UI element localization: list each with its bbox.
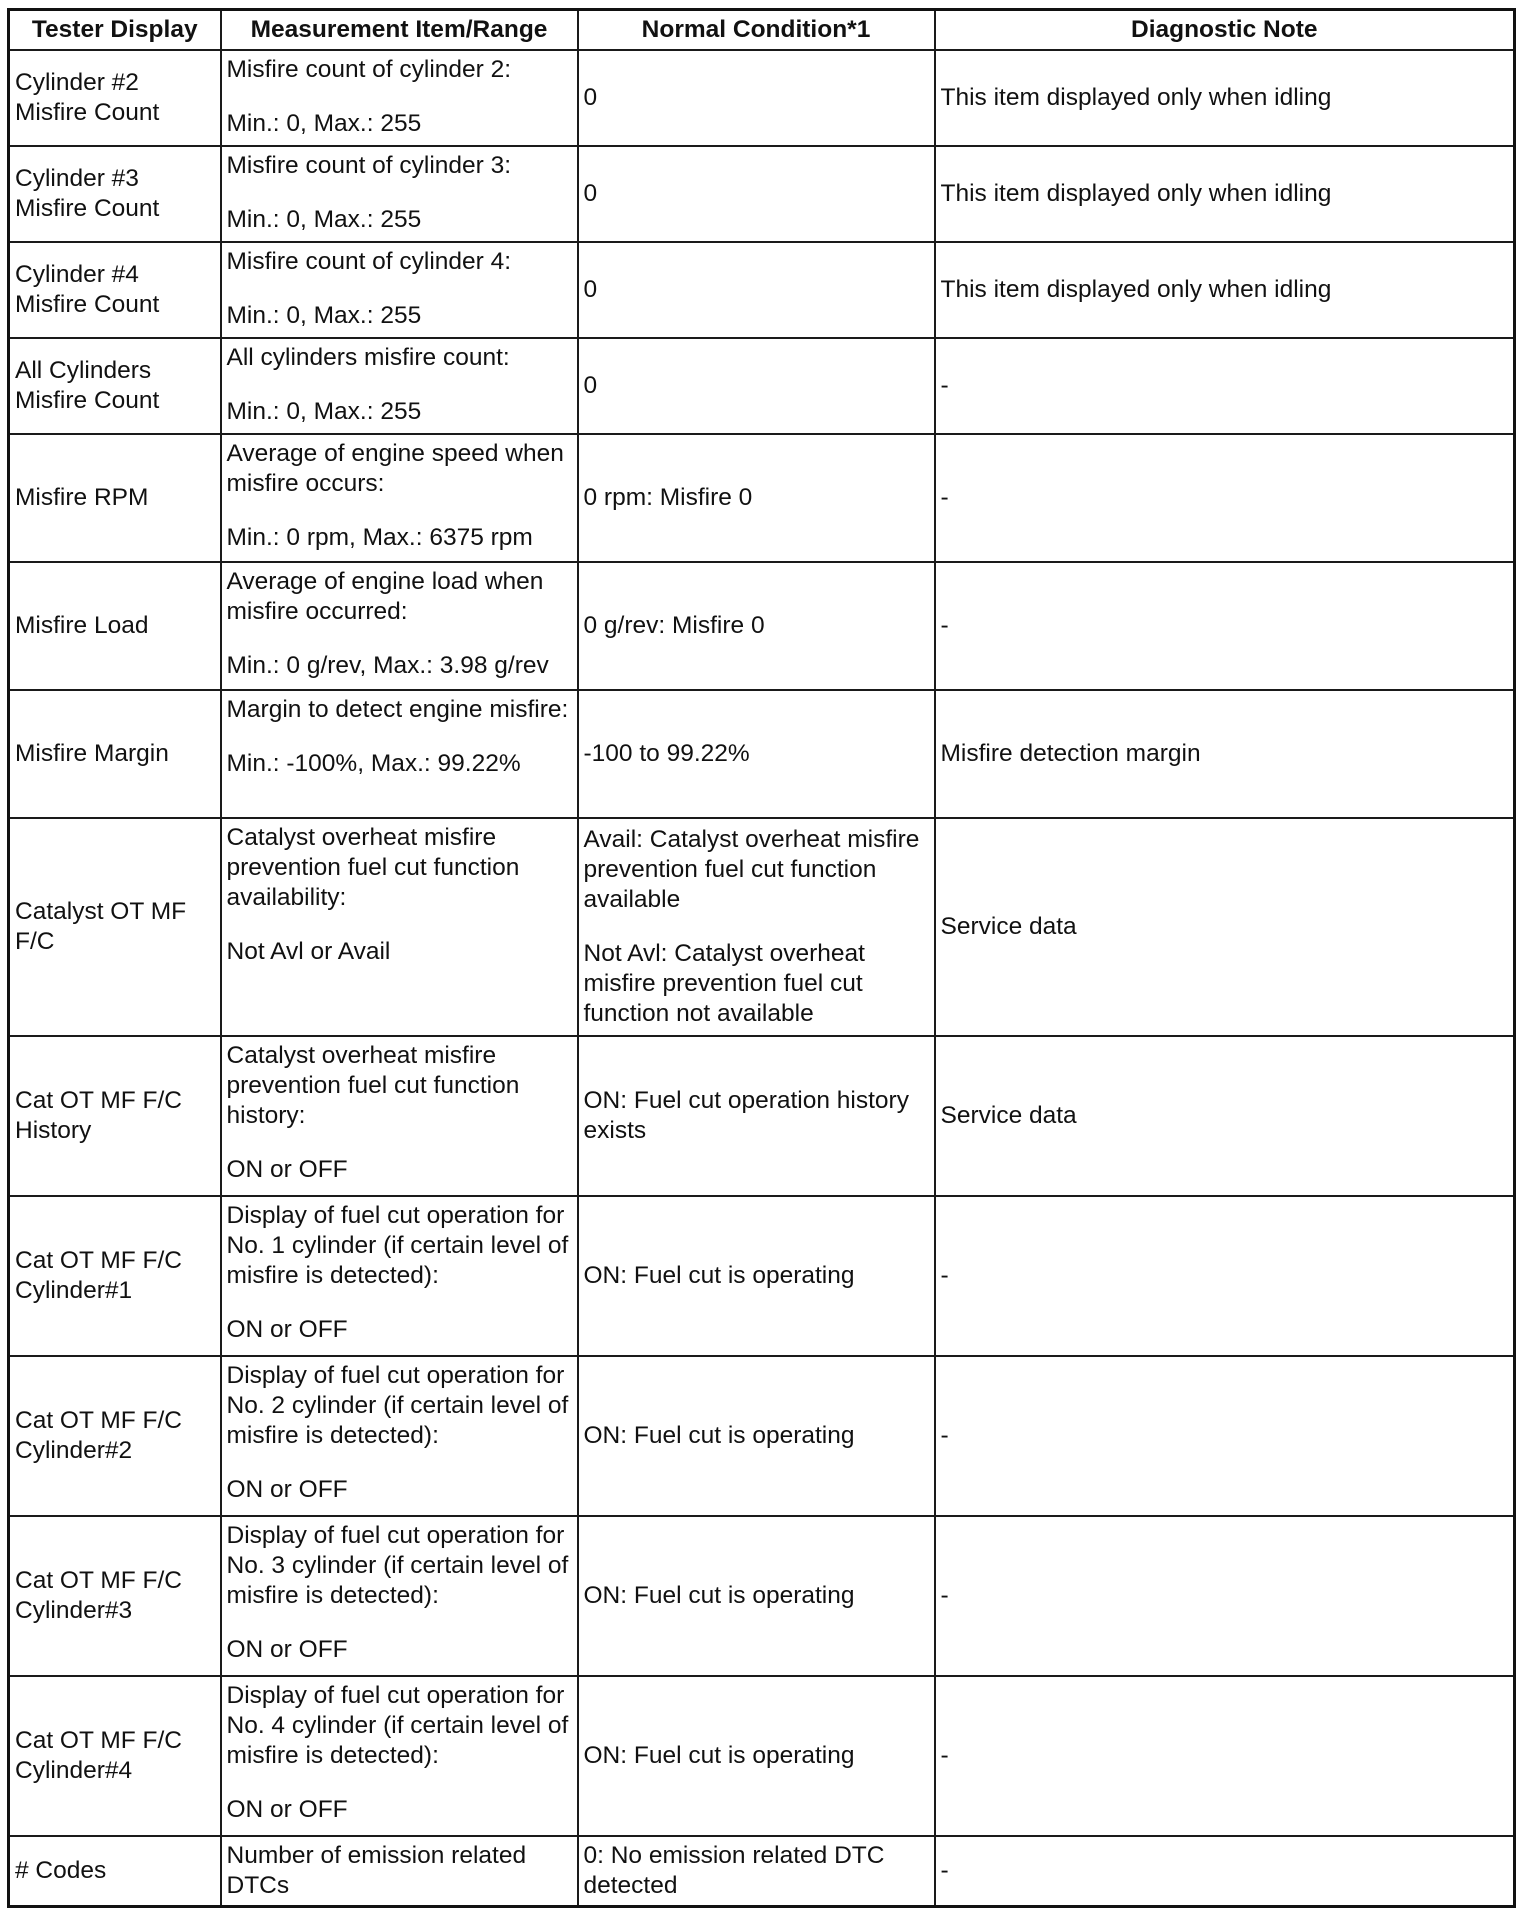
item-range: Min.: 0 g/rev, Max.: 3.98 g/rev	[226, 652, 549, 679]
normal-condition-cell	[578, 818, 935, 1036]
tester-display-cell: # Codes	[9, 1836, 221, 1906]
item-range: ON or OFF	[226, 1156, 348, 1183]
item-description: Catalyst overheat misfire prevention fuel cut function availability:	[226, 824, 520, 911]
table-row	[9, 562, 1515, 690]
diagnostic-note-cell: -	[935, 338, 1515, 434]
normal-condition-text: 0 rpm: Misfire 0	[583, 484, 753, 511]
item-range: ON or OFF	[226, 1476, 348, 1503]
tester-display-cell: Cat OT MF F/C Cylinder#3	[9, 1516, 221, 1676]
normal-condition-text: 0	[583, 372, 598, 399]
normal-condition-text: ON: Fuel cut is operating	[583, 1582, 855, 1609]
diagnostic-note-cell: -	[935, 1196, 1515, 1356]
table-row	[9, 434, 1515, 562]
item-range: Not Avl or Avail	[226, 938, 391, 965]
measurement-item-cell	[221, 690, 578, 818]
diagnostic-note-cell: -	[935, 1516, 1515, 1676]
measurement-item-cell	[221, 1196, 578, 1356]
normal-condition-text: 0	[583, 84, 598, 111]
data-list-table	[7, 8, 1516, 1908]
header-measurement-item: Measurement Item/Range	[221, 10, 578, 51]
tester-display-cell: Cylinder #2 Misfire Count	[9, 50, 221, 146]
diagnostic-note-cell: Service data	[935, 1036, 1515, 1196]
header-row	[9, 10, 1515, 51]
diagnostic-note-cell: This item displayed only when idling	[935, 146, 1515, 242]
measurement-item-cell	[221, 1516, 578, 1676]
normal-condition-text: ON: Fuel cut operation history exists	[583, 1087, 909, 1144]
item-description: Misfire count of cylinder 2:	[226, 56, 512, 83]
item-description: All cylinders misfire count:	[226, 344, 510, 371]
table-row	[9, 1356, 1515, 1516]
item-description: Average of engine load when misfire occurred:	[226, 568, 544, 625]
header-diagnostic-note: Diagnostic Note	[935, 10, 1515, 51]
item-range: Min.: 0, Max.: 255	[226, 206, 422, 233]
item-description: Average of engine speed when misfire occurs:	[226, 440, 564, 497]
table-row	[9, 338, 1515, 434]
measurement-item-cell	[221, 1676, 578, 1836]
tester-display-cell: Cat OT MF F/C Cylinder#4	[9, 1676, 221, 1836]
tester-display-cell: Cat OT MF F/C History	[9, 1036, 221, 1196]
normal-condition-cell	[578, 146, 935, 242]
diagnostic-note-cell: -	[935, 1836, 1515, 1906]
tester-display-cell: Misfire Load	[9, 562, 221, 690]
item-range: ON or OFF	[226, 1316, 348, 1343]
measurement-item-cell	[221, 434, 578, 562]
tester-display-cell: Cat OT MF F/C Cylinder#1	[9, 1196, 221, 1356]
item-range: Min.: -100%, Max.: 99.22%	[226, 750, 521, 777]
normal-condition-text: 0	[583, 276, 598, 303]
diagnostic-note-cell: This item displayed only when idling	[935, 50, 1515, 146]
header-normal-condition: Normal Condition*1	[578, 10, 935, 51]
item-description: Misfire count of cylinder 3:	[226, 152, 512, 179]
item-range: Min.: 0, Max.: 255	[226, 302, 422, 329]
table-row	[9, 1516, 1515, 1676]
normal-condition-cell	[578, 434, 935, 562]
normal-condition-cell	[578, 1036, 935, 1196]
normal-condition-text: 0 g/rev: Misfire 0	[583, 612, 765, 639]
tester-display-cell: Cat OT MF F/C Cylinder#2	[9, 1356, 221, 1516]
normal-condition-cell	[578, 1836, 935, 1906]
normal-condition-text: 0: No emission related DTC detected	[583, 1841, 885, 1899]
normal-condition-text: ON: Fuel cut is operating	[583, 1422, 855, 1449]
table-row	[9, 50, 1515, 146]
normal-condition-cell	[578, 1516, 935, 1676]
diagnostic-note-cell: Misfire detection margin	[935, 690, 1515, 818]
item-range: Min.: 0, Max.: 255	[226, 398, 422, 425]
normal-condition-cell	[578, 242, 935, 338]
normal-condition-text: Avail: Catalyst overheat misfire prevention fuel cut function available	[583, 826, 920, 913]
normal-condition-cell	[578, 1196, 935, 1356]
measurement-item-cell	[221, 338, 578, 434]
normal-condition-text: 0	[583, 180, 598, 207]
normal-condition-cell	[578, 1356, 935, 1516]
table-row	[9, 1676, 1515, 1836]
item-description: Margin to detect engine misfire:	[226, 696, 569, 723]
table-row	[9, 242, 1515, 338]
table-body	[9, 50, 1515, 1906]
table-row	[9, 146, 1515, 242]
normal-condition-text: ON: Fuel cut is operating	[583, 1742, 855, 1769]
normal-condition-cell	[578, 338, 935, 434]
table-row	[9, 690, 1515, 818]
tester-display-cell: Catalyst OT MF F/C	[9, 818, 221, 1036]
item-description: Display of fuel cut operation for No. 2 cylinder (if certain level of misfire is detected):	[226, 1362, 569, 1449]
diagnostic-note-cell: -	[935, 1676, 1515, 1836]
header-tester-display: Tester Display	[9, 10, 221, 51]
item-description: Display of fuel cut operation for No. 4 cylinder (if certain level of misfire is detected):	[226, 1682, 569, 1769]
diagnostic-note-cell: -	[935, 434, 1515, 562]
measurement-item-cell	[221, 818, 578, 1036]
item-description: Display of fuel cut operation for No. 3 cylinder (if certain level of misfire is detected):	[226, 1522, 569, 1609]
normal-condition-text: ON: Fuel cut is operating	[583, 1262, 855, 1289]
measurement-item-cell	[221, 1356, 578, 1516]
table-row	[9, 1196, 1515, 1356]
diagnostic-note-cell: Service data	[935, 818, 1515, 1036]
item-range: Min.: 0, Max.: 255	[226, 110, 422, 137]
measurement-item-cell	[221, 50, 578, 146]
diagnostic-note-cell: -	[935, 1356, 1515, 1516]
normal-condition-cell	[578, 1676, 935, 1836]
tester-display-cell: Misfire Margin	[9, 690, 221, 818]
diagnostic-note-cell: -	[935, 562, 1515, 690]
measurement-item-cell	[221, 1836, 578, 1906]
normal-condition-cell	[578, 690, 935, 818]
tester-display-cell: All Cylinders Misfire Count	[9, 338, 221, 434]
measurement-item-cell	[221, 562, 578, 690]
table-row	[9, 1836, 1515, 1906]
measurement-item-cell	[221, 242, 578, 338]
diagnostic-note-cell: This item displayed only when idling	[935, 242, 1515, 338]
normal-condition-text: -100 to 99.22%	[583, 740, 750, 767]
tester-display-cell: Misfire RPM	[9, 434, 221, 562]
measurement-item-cell	[221, 146, 578, 242]
normal-condition-cell	[578, 562, 935, 690]
item-description: Catalyst overheat misfire prevention fuel cut function history:	[226, 1042, 520, 1129]
normal-condition-cell	[578, 50, 935, 146]
normal-condition-text: Not Avl: Catalyst overheat misfire prevention fuel cut function not available	[583, 940, 865, 1027]
tester-display-cell: Cylinder #3 Misfire Count	[9, 146, 221, 242]
tester-display-cell: Cylinder #4 Misfire Count	[9, 242, 221, 338]
item-description: Misfire count of cylinder 4:	[226, 248, 512, 275]
item-range: Min.: 0 rpm, Max.: 6375 rpm	[226, 524, 533, 551]
table-row	[9, 818, 1515, 1036]
item-description: Number of emission related DTCs	[226, 1841, 527, 1899]
measurement-item-cell	[221, 1036, 578, 1196]
item-description: Display of fuel cut operation for No. 1 cylinder (if certain level of misfire is detected):	[226, 1202, 569, 1289]
item-range: ON or OFF	[226, 1796, 348, 1823]
item-range: ON or OFF	[226, 1636, 348, 1663]
table-row	[9, 1036, 1515, 1196]
